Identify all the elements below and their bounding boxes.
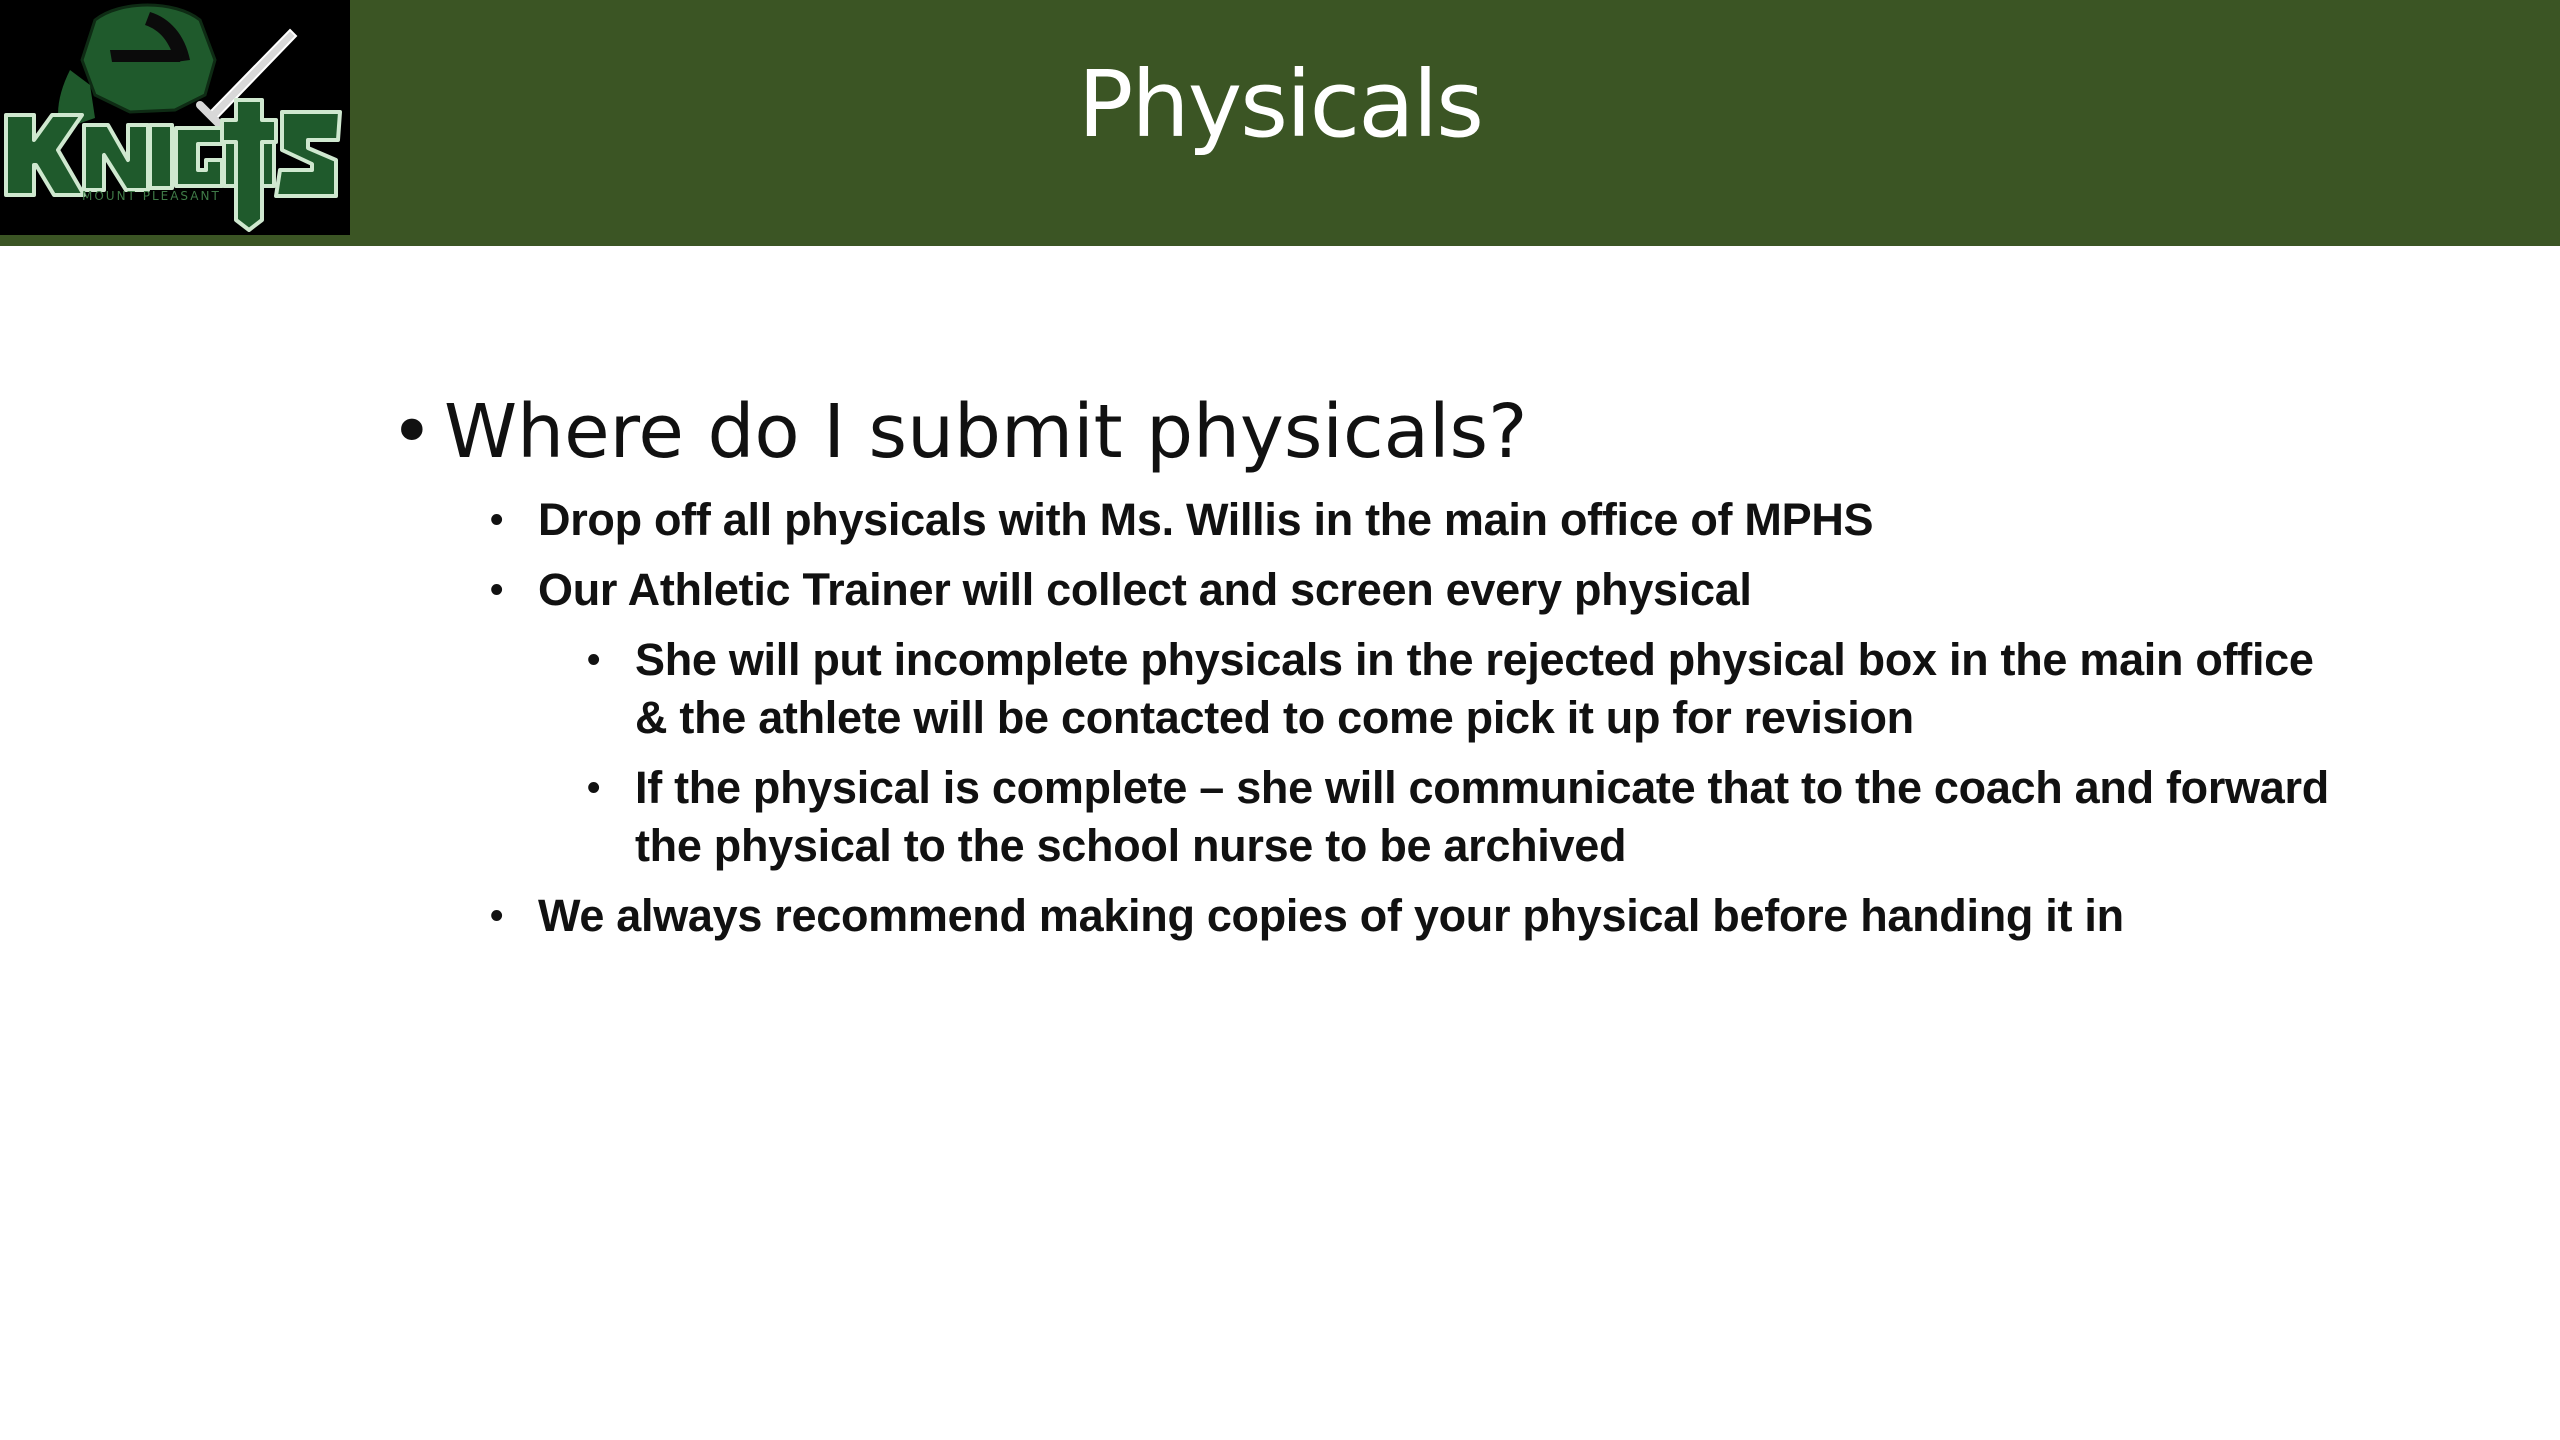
list-item <box>587 759 2355 875</box>
list-item <box>587 631 2355 747</box>
sub-bullet-text: We always recommend making copies of your physical before handing it in <box>538 890 2124 941</box>
list-item <box>490 561 2370 619</box>
bullet-icon: • <box>490 499 504 541</box>
list-item <box>390 385 2370 479</box>
bullet-icon: • <box>490 569 504 611</box>
title-bar <box>0 0 2560 246</box>
slide-title: Physicals <box>1077 51 1483 158</box>
bullet-icon: • <box>390 389 434 475</box>
svg-text:MOUNT PLEASANT: MOUNT PLEASANT <box>82 189 221 203</box>
bullet-icon: • <box>490 895 504 937</box>
sub-sub-bullet-text: If the physical is complete – she will communicate that to the coach and forward the physical to the school nurse to be archived <box>635 762 2329 871</box>
knight-sword-logo-icon <box>0 0 350 235</box>
list-item <box>490 491 2370 549</box>
sub-bullet-text: Our Athletic Trainer will collect and screen every physical <box>538 564 1752 615</box>
sub-sub-bullet-text: She will put incomplete physicals in the rejected physical box in the main office & the athlete will be contacted to come pick it up for revision <box>635 634 2314 743</box>
knights-logo <box>0 0 350 235</box>
bullet-list <box>390 385 2370 957</box>
list-item <box>490 887 2370 945</box>
bullet-icon: • <box>587 767 601 809</box>
bullet-icon: • <box>587 639 601 681</box>
main-bullet-text: Where do I submit physicals? <box>444 389 1528 475</box>
sub-bullet-text: Drop off all physicals with Ms. Willis in the main office of MPHS <box>538 494 1874 545</box>
